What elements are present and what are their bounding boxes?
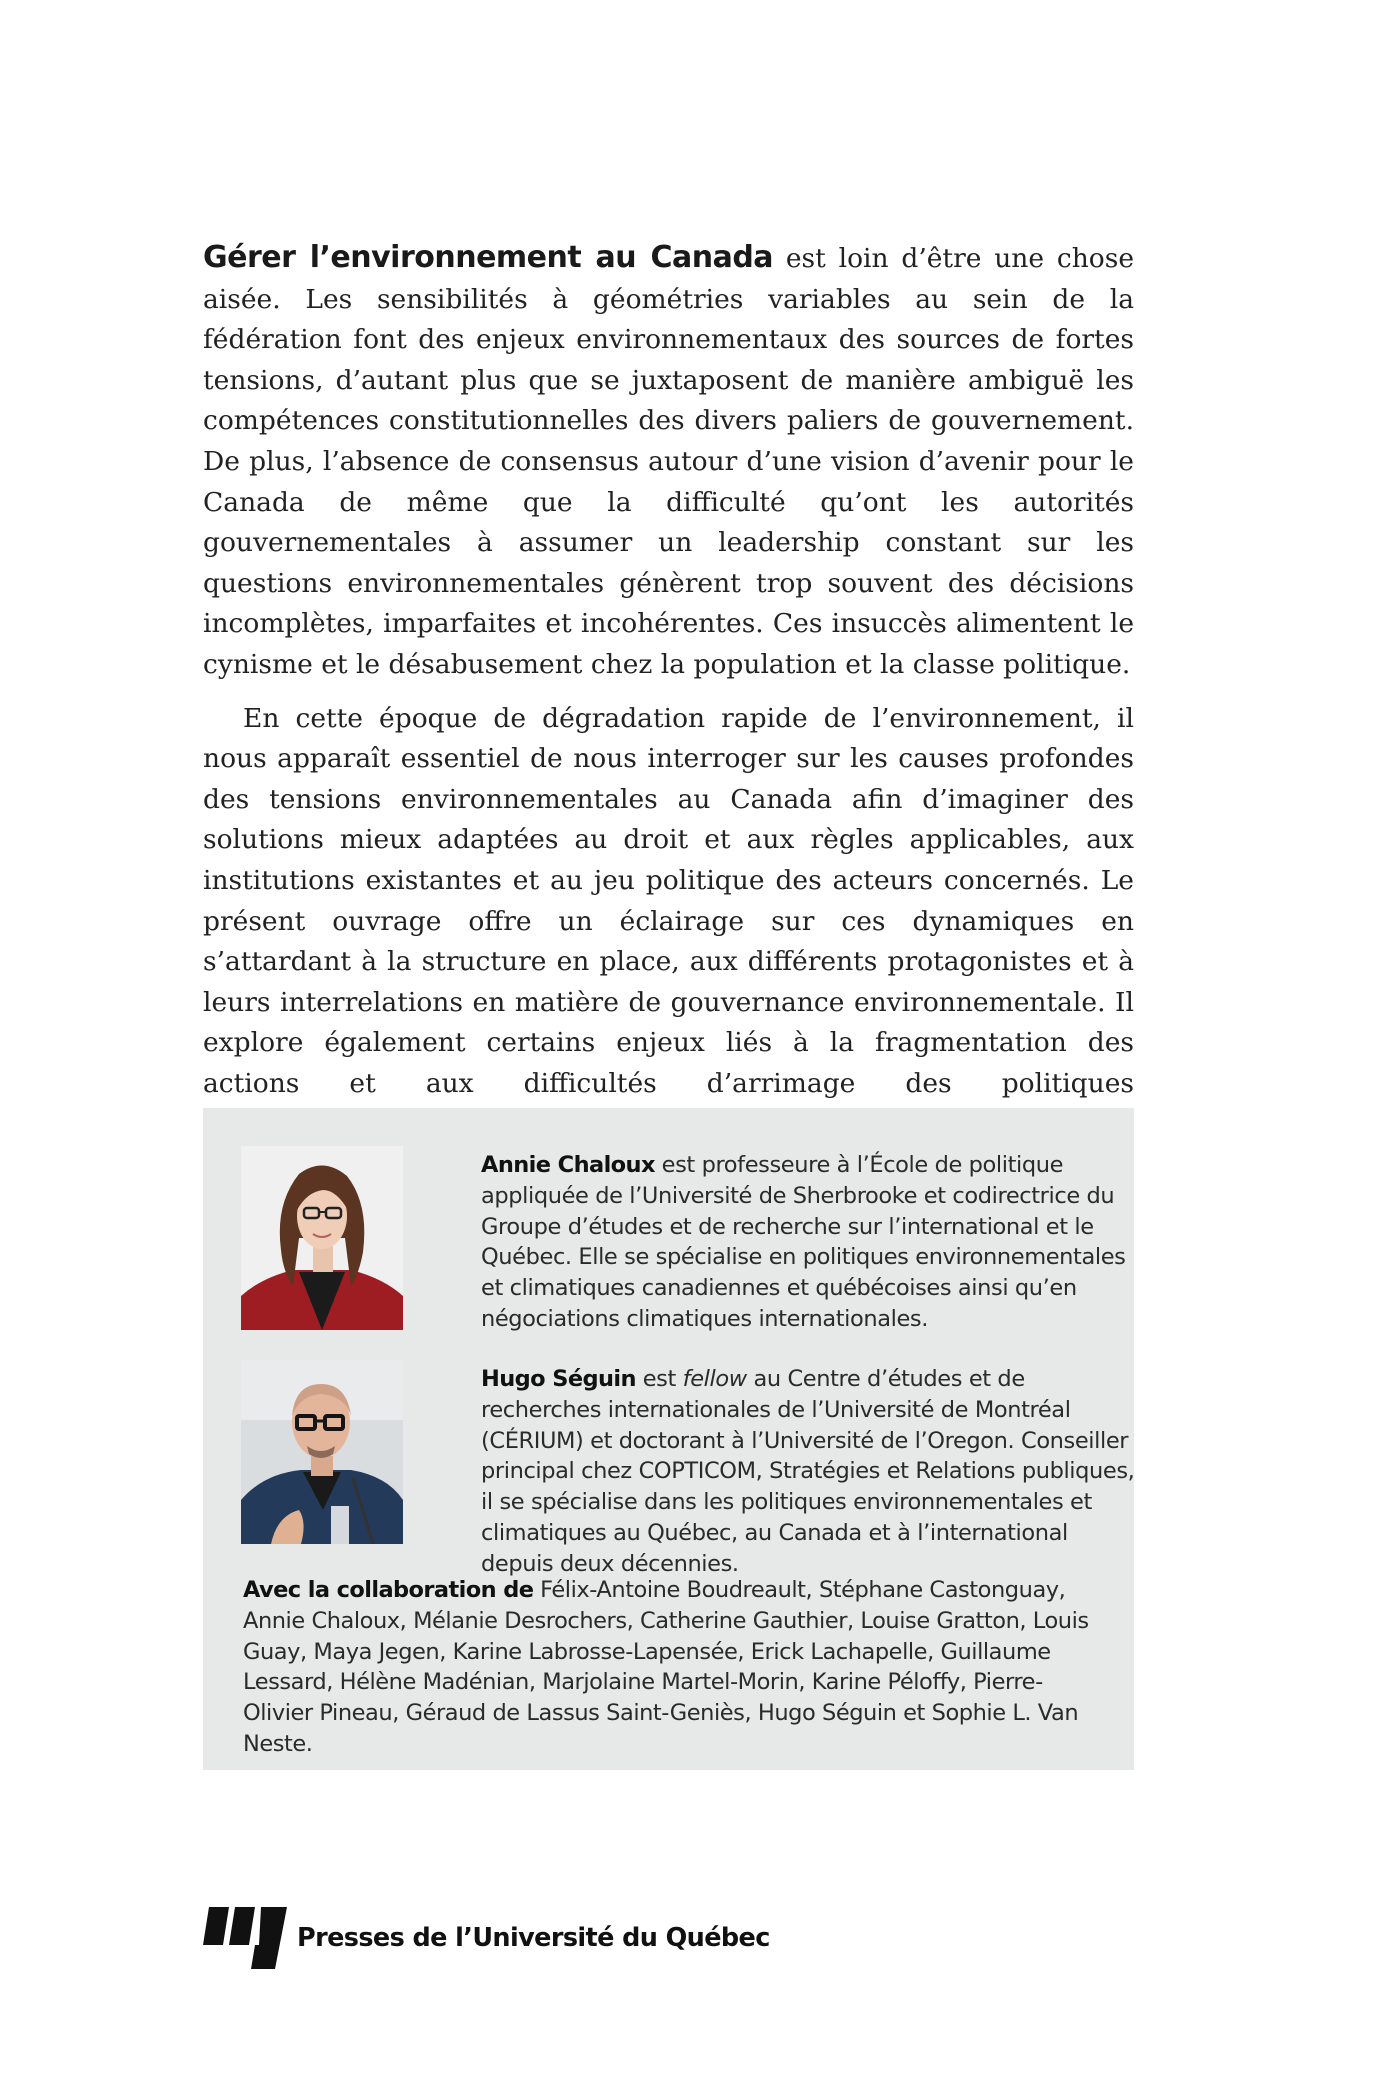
puq-logo-icon	[203, 1905, 289, 1969]
book-title: Gérer l’environnement au Canada	[203, 240, 774, 275]
author-bio-text: est professeure à l’École de politique appliquée de l’Université de Sherbrooke et codirectrice du Groupe d’études et de recherche sur l’international et le Québec. Elle se spécialise en politiques environnementales et climatiques canadiennes et québécoises ainsi qu’en négociations climatiques internationales.	[481, 1152, 1126, 1332]
author-photo-hugo-seguin	[241, 1360, 403, 1544]
back-cover-description	[203, 238, 1134, 1145]
collaboration-label: Avec la collaboration de	[243, 1577, 534, 1603]
publisher-name: Presses de l’Université du Québec	[297, 1923, 770, 1953]
publisher-block	[203, 1905, 903, 1969]
author-bio-text: au Centre d’études et de recherches internationales de l’Université de Montréal (CÉRIUM) et doctorant à l’Université de l’Oregon. Conseiller principal chez COPTICOM, Stratégies et Relations publiques, il se spécialise dans les politiques environnementales et climatiques au Québec, au Canada et à l’international depuis deux décennies.	[481, 1366, 1135, 1577]
author-name: Hugo Séguin	[481, 1366, 636, 1392]
author-bio-hugo-seguin: Hugo Séguin est fellow au Centre d’études et de recherches internationales de l’Université de Montréal (CÉRIUM) et doctorant à l’Université de l’Oregon. Conseiller principal chez COPTICOM, Stratégies et Relations publiques, il se spécialise dans les politiques environnementales et climatiques au Québec, au Canada et à l’international depuis deux décennies.	[481, 1366, 1135, 1577]
author-name: Annie Chaloux	[481, 1152, 655, 1178]
author-bio-annie-chaloux	[481, 1150, 1141, 1335]
collaborators	[243, 1575, 1103, 1760]
intro-paragraph-2: En cette époque de dégradation rapide de l’environnement, il nous apparaît essentiel de nous interroger sur les causes profondes des tensions environnementales au Canada afin d’imaginer des solutions mieux adaptées au droit et aux règles applicables, aux institutions existantes et au jeu politique des acteurs concernés. Le présent ouvrage offre un éclairage sur ces dynamiques en s’attardant à la structure en place, aux différents protagonistes et à leurs interrelations en matière de gouvernance environnementale. Il explore également certains enjeux liés à la fragmentation des actions et aux difficultés d’arrimage des politiques	[203, 702, 1134, 1099]
fellow-term: fellow	[682, 1366, 747, 1392]
collaborator-names: Félix-Antoine Boudreault, Stéphane Castonguay, Annie Chaloux, Mélanie Desrochers, Catherine Gauthier, Louise Gratton, Louis Guay, Maya Jegen, Karine Labrosse-Lapensée, Erick Lachapelle, Guillaume Lessard, Hélène Madénian, Marjolaine Martel-Morin, Karine Péloffy, Pierre-Olivier Pineau, Géraud de Lassus Saint-Geniès, Hugo Séguin et Sophie L. Van Neste.	[243, 1577, 1089, 1757]
authors-box	[203, 1108, 1134, 1770]
intro-paragraph-1	[203, 238, 1134, 686]
intro-paragraph-1-text: est loin d’être une chose aisée. Les sensibilités à géométries variables au sein de la fédération font des enjeux environnementaux des sources de fortes tensions, d’autant plus que se juxtaposent de manière ambiguë les compétences constitutionnelles des divers paliers de gouvernement. De plus, l’absence de consensus autour d’une vision d’avenir pour le Canada de même que la difficulté qu’ont les autorités gouvernementales à assumer un leadership constant sur les questions environnementales génèrent trop souvent des décisions incomplètes, imparfaites et incohérentes. Ces insuccès alimentent le cynisme et le désabusement chez la population et la classe politique.	[203, 243, 1134, 680]
author-photo-annie-chaloux	[241, 1146, 403, 1330]
